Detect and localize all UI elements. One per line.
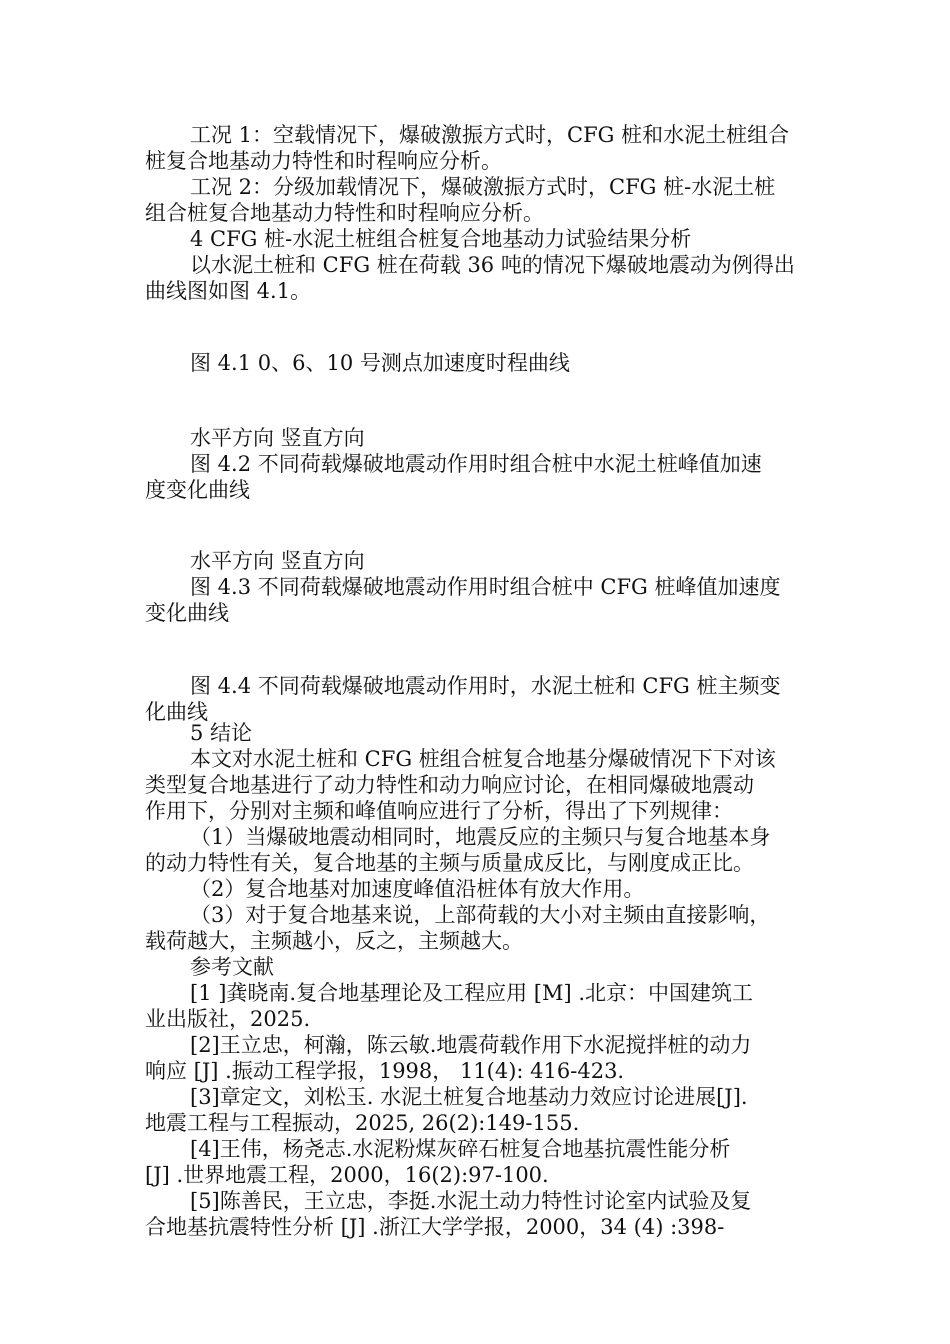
figure-caption: 图 4.4 不同荷载爆破地震动作用时，水泥土桩和 CFG 桩主频变 [190,674,781,698]
figure-caption: 图 4.1 0、6、10 号测点加速度时程曲线 [190,351,570,375]
reference-item: 响应 [J] .振动工程学报，1998， 11(4): 416-423. [145,1059,625,1083]
reference-item: 地震工程与工程振动，2025, 26(2):149-155. [145,1111,580,1135]
list-item: （1）当爆破地震动相同时，地震反应的主频只与复合地基本身 [190,825,771,849]
paragraph-line: 工况 2：分级加载情况下，爆破激振方式时，CFG 桩-水泥土桩 [190,175,776,199]
list-item: 的动力特性有关，复合地基的主频与质量成反比，与刚度成正比。 [145,851,754,875]
paragraph-line: 曲线图如图 4.1。 [145,279,312,303]
paragraph-line: 作用下，分别对主频和峰值响应进行了分析，得出了下列规律： [145,799,733,823]
section-heading: 4 CFG 桩-水泥土桩组合桩复合地基动力试验结果分析 [190,227,692,251]
paragraph-line: 类型复合地基进行了动力特性和动力响应讨论，在相同爆破地震动 [145,773,754,797]
figure-caption: 图 4.2 不同荷载爆破地震动作用时组合桩中水泥土桩峰值加速 [190,452,762,476]
figure-subcaption: 水平方向 竖直方向 [190,549,365,573]
reference-item: [2]王立忠，柯瀚，陈云敏.地震荷载作用下水泥搅拌桩的动力 [190,1033,752,1057]
paragraph-line: 工况 1：空载情况下，爆破激振方式时，CFG 桩和水泥土桩组合 [190,123,790,147]
paragraph-line: 桩复合地基动力特性和时程响应分析。 [145,149,502,173]
reference-item: [5]陈善民，王立忠，李挺.水泥土动力特性讨论室内试验及复 [190,1189,752,1213]
figure-caption: 图 4.3 不同荷载爆破地震动作用时组合桩中 CFG 桩峰值加速度 [190,575,781,599]
figure-subcaption: 水平方向 竖直方向 [190,426,365,450]
reference-item: [1 ]龚晓南.复合地基理论及工程应用 [M] .北京：中国建筑工 [190,981,754,1005]
list-item: （2）复合地基对加速度峰值沿桩体有放大作用。 [190,877,645,901]
figure-caption: 变化曲线 [145,601,229,625]
reference-item: [J] .世界地震工程，2000，16(2):97-100. [145,1163,549,1187]
paragraph-line: 组合桩复合地基动力特性和时程响应分析。 [145,201,544,225]
reference-item: 合地基抗震特性分析 [J] .浙江大学学报，2000，34 (4) :398- [145,1215,725,1239]
reference-item: [4]王伟，杨尧志.水泥粉煤灰碎石桩复合地基抗震性能分析 [190,1137,731,1161]
paragraph-line: 本文对水泥土桩和 CFG 桩组合桩复合地基分爆破情况下下对该 [190,747,776,771]
figure-caption: 度变化曲线 [145,478,250,502]
list-item: （3）对于复合地基来说，上部荷载的大小对主频由直接影响， [190,903,771,927]
reference-item: [3]章定文，刘松玉. 水泥土桩复合地基动力效应讨论进展[J]. [190,1085,748,1109]
figure-caption: 化曲线 [145,700,208,724]
list-item: 载荷越大，主频越小，反之，主频越大。 [145,929,523,953]
reference-item: 业出版社，2025. [145,1007,311,1031]
references-heading: 参考文献 [190,955,274,979]
section-heading: 5 结论 [190,721,253,745]
paragraph-line: 以水泥土桩和 CFG 桩在荷载 36 吨的情况下爆破地震动为例得出 [190,253,795,277]
